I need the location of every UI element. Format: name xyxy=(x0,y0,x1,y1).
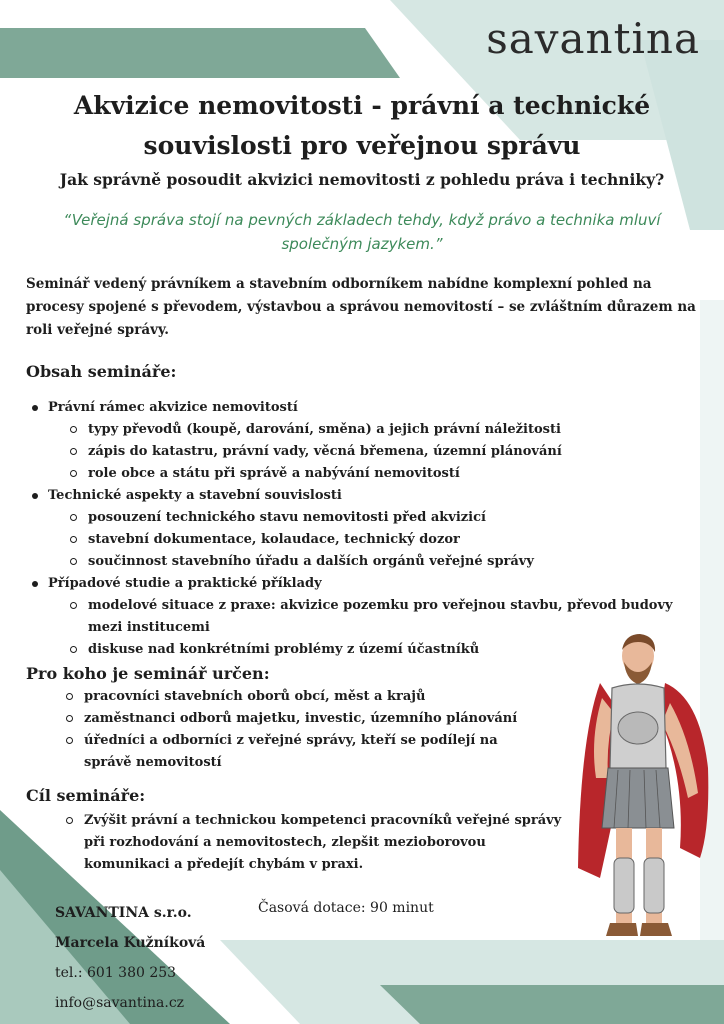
list-item: zaměstnanci odborů majetku, investic, územního plánování xyxy=(62,708,542,730)
sub-list-item: role obce a státu při správě a nabývání nemovitostí xyxy=(66,463,680,485)
sub-list-item: součinnost stavebního úřadu a dalších orgánů veřejné správy xyxy=(66,551,680,573)
list-item: Zvýšit právní a technickou kompetenci pracovníků veřejné správy při rozhodování a nemovitostech, zlepšit mezioborovou komunikaci a předejít chybám v praxi. xyxy=(62,810,562,876)
page-subtitle: Jak správně posoudit akvizici nemovitosti z pohledu práva i techniky? xyxy=(59,170,665,189)
section-heading-obsah: Obsah semináře: xyxy=(26,362,177,381)
intro-paragraph: Seminář vedený právníkem a stavebním odborníkem nabídne komplexní pohled na procesy spojené s převodem, výstavbou a správou nemovitostí – se zvláštním důrazem na roli veřejné správy. xyxy=(26,276,696,338)
contact-phone[interactable]: tel.: 601 380 253 xyxy=(55,965,177,981)
contact-block xyxy=(55,898,205,1018)
section-heading-cil: Cíl semináře: xyxy=(26,786,146,805)
sub-list-item: modelové situace z praxe: akvizice pozemku pro veřejnou stavbu, převod budovy mezi institucemi xyxy=(66,595,680,639)
sub-list-item: stavební dokumentace, kolaudace, technický dozor xyxy=(66,529,680,551)
savantina-logo: savantina xyxy=(486,14,700,63)
list-item xyxy=(30,485,680,573)
list-item xyxy=(30,397,680,485)
roman-emperor-icon xyxy=(560,628,724,958)
list-item: úředníci a odborníci z veřejné správy, kteří se podílejí na správě nemovitostí xyxy=(62,730,542,774)
pro-koho-list xyxy=(62,686,542,774)
contact-person: Marcela Kužníková xyxy=(55,935,206,951)
list-item: pracovníci stavebních oborů obcí, měst a krajů xyxy=(62,686,542,708)
list-item-label: Technické aspekty a stavební souvislosti xyxy=(48,488,342,503)
sub-list-item: typy převodů (koupě, darování, směna) a jejich právní náležitosti xyxy=(66,419,680,441)
list-item-label: Případové studie a praktické příklady xyxy=(48,576,322,591)
cil-list xyxy=(62,810,562,876)
company-name: SAVANTINA s.r.o. xyxy=(55,905,192,921)
obsah-list xyxy=(30,397,680,661)
sub-list-item: diskuse nad konkrétními problémy z území účastníků xyxy=(66,639,680,661)
list-item-label: Právní rámec akvizice nemovitostí xyxy=(48,400,298,415)
duration: Časová dotace: 90 minut xyxy=(258,900,434,916)
page-title: Akvizice nemovitosti - právní a technické souvislosti pro veřejnou správu xyxy=(73,91,651,160)
quote: “Veřejná správa stojí na pevných základech tehdy, když právo a technika mluví společným jazykem.” xyxy=(63,211,661,253)
contact-email[interactable]: info@savantina.cz xyxy=(55,995,185,1011)
sub-list-item: zápis do katastru, právní vady, věcná břemena, územní plánování xyxy=(66,441,680,463)
sub-list-item: posouzení technického stavu nemovitosti před akvizicí xyxy=(66,507,680,529)
section-heading-pro-koho: Pro koho je seminář určen: xyxy=(26,664,270,683)
